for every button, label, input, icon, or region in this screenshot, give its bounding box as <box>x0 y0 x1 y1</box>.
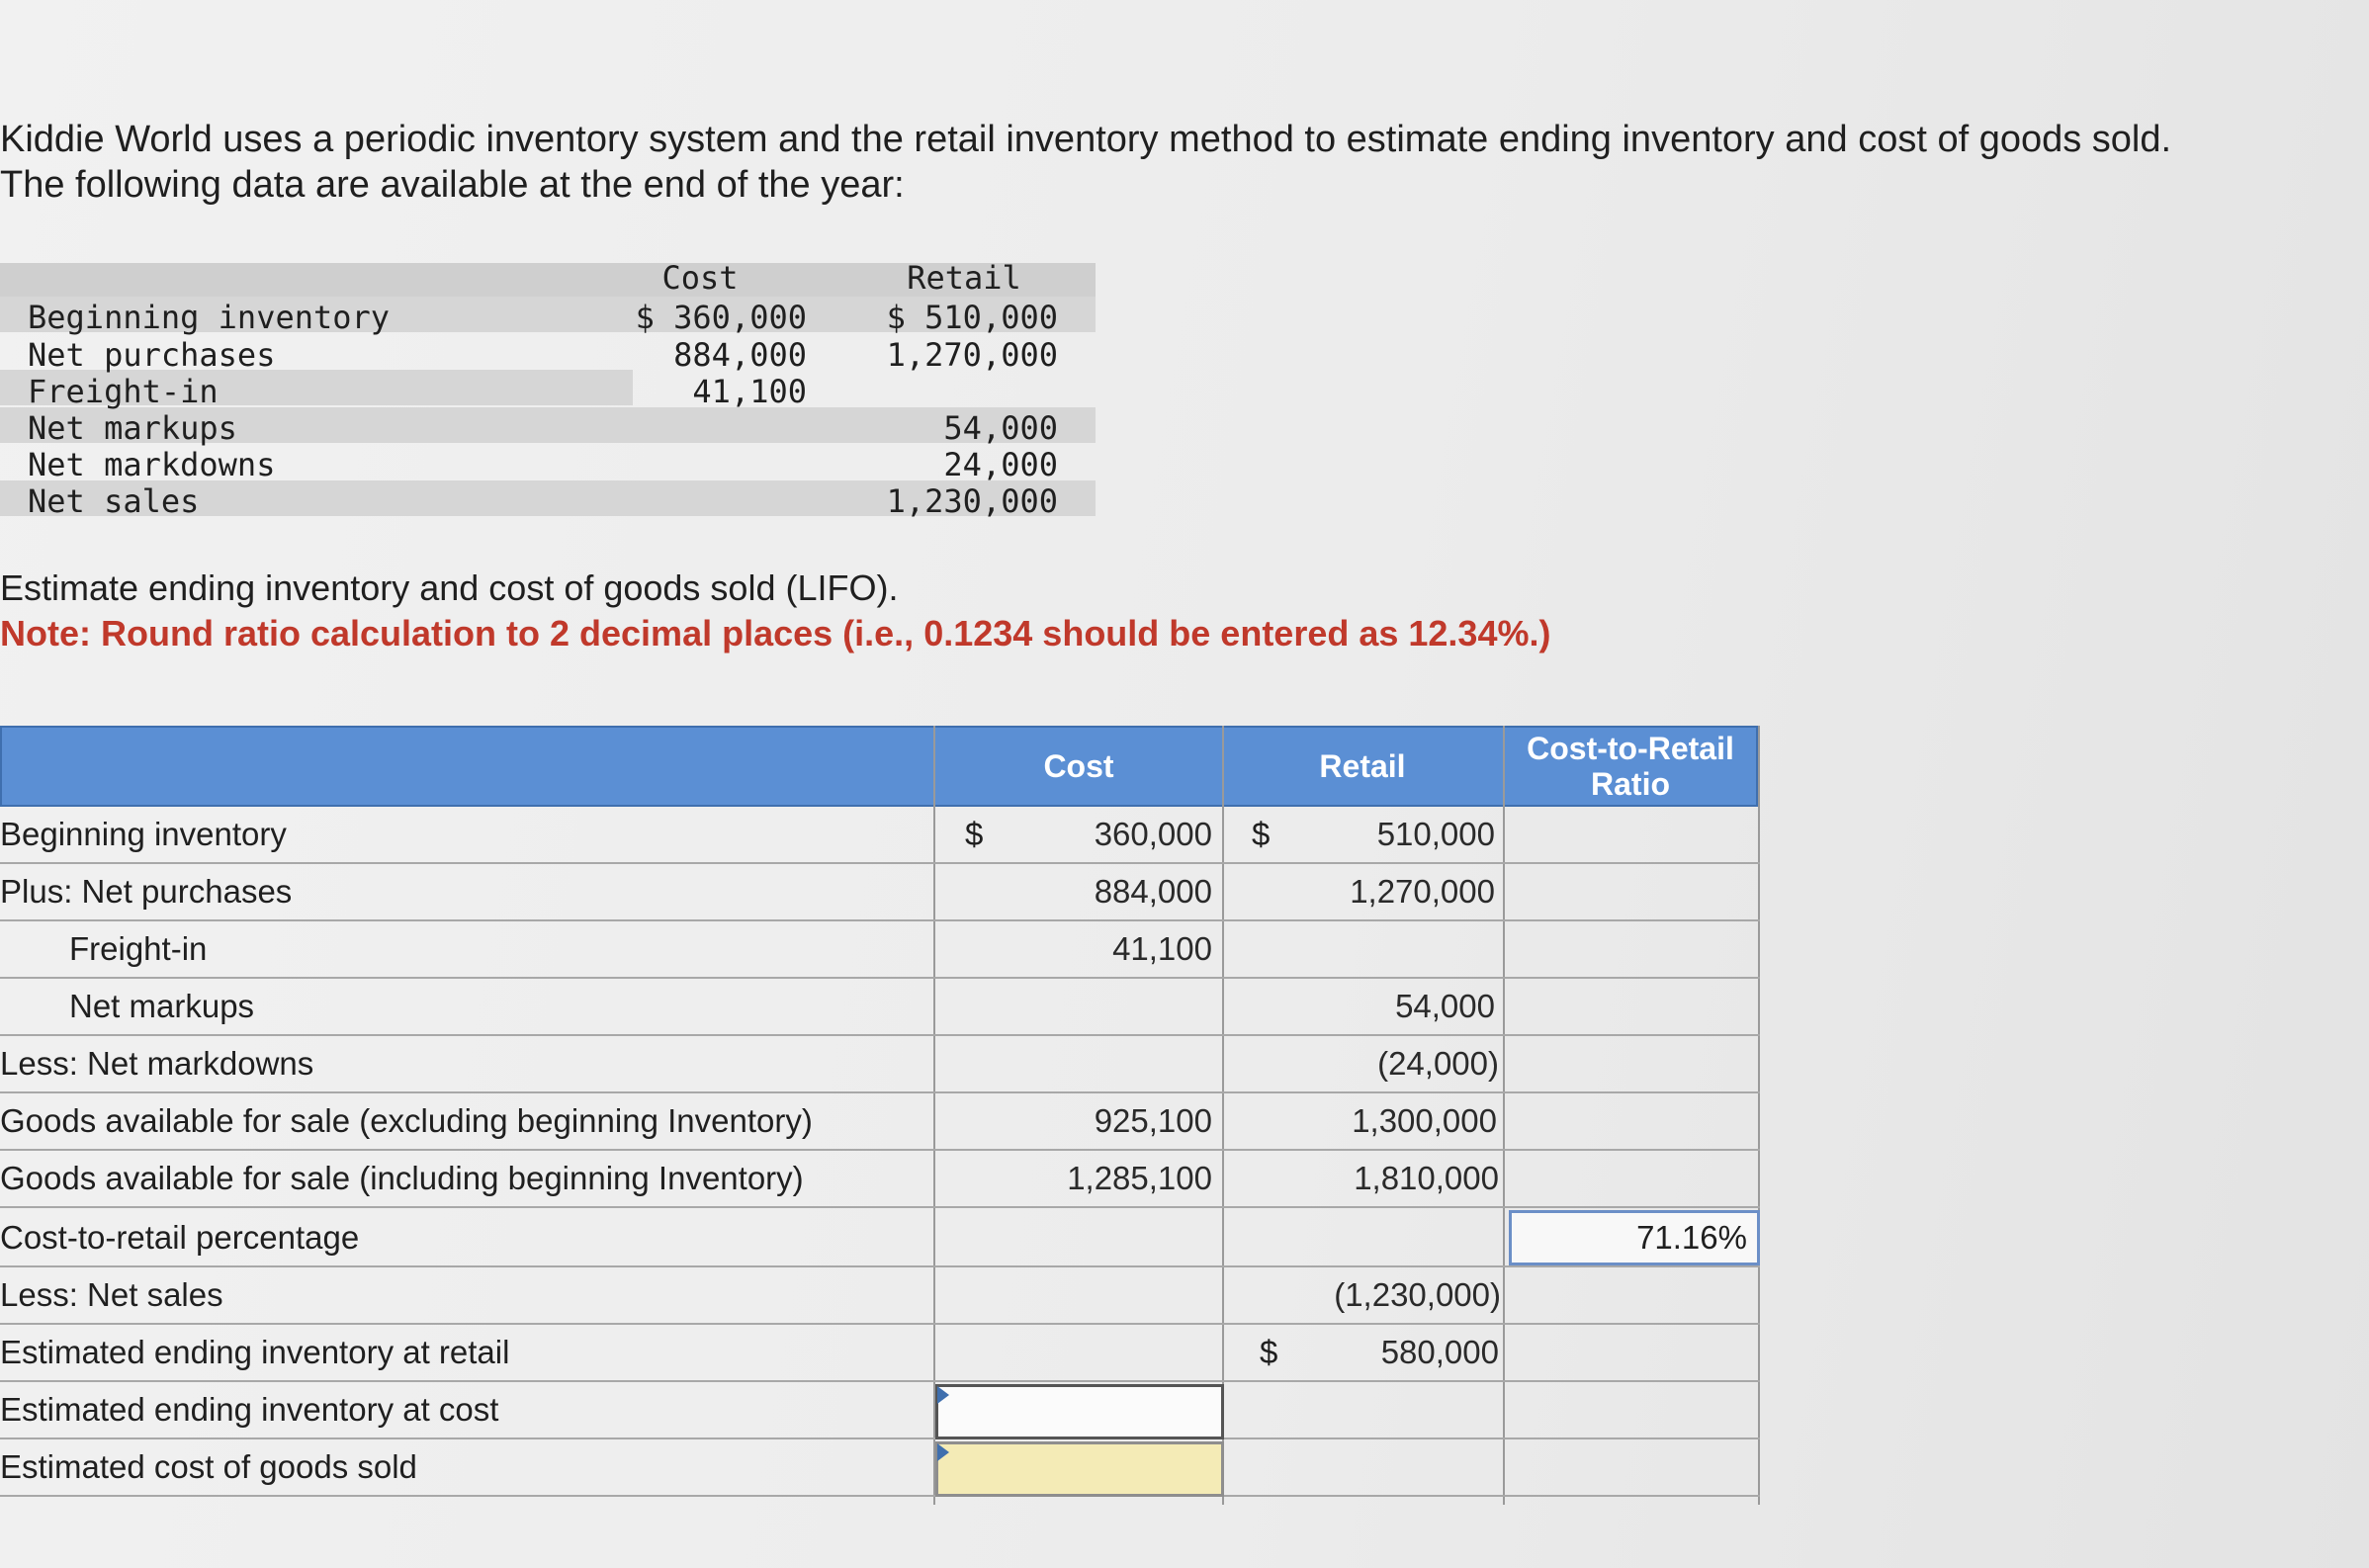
rounding-note: Note: Round ratio calculation to 2 decimal places (i.e., 0.1234 should be entered as 12.34%.) <box>0 613 1551 653</box>
retail-cell[interactable]: 1,810,000 <box>1354 1160 1499 1196</box>
intro-line-2: The following data are available at the end of the year: <box>0 164 905 206</box>
table-row <box>0 807 1760 864</box>
given-label: Net markups <box>28 409 237 447</box>
row-label: Goods available for sale (excluding beginning Inventory) <box>0 1102 813 1139</box>
ending-inventory-cost-input[interactable] <box>935 1384 1224 1439</box>
retail-cell[interactable]: 1,300,000 <box>1352 1102 1497 1139</box>
given-label: Net markdowns <box>28 446 276 483</box>
row-label: Less: Net markdowns <box>0 1045 314 1082</box>
given-label: Net sales <box>28 482 200 520</box>
cost-cell[interactable]: 884,000 <box>1094 873 1212 910</box>
input-marker-icon <box>937 1443 949 1461</box>
row-label: Plus: Net purchases <box>0 873 293 910</box>
cost-cell[interactable]: 1,285,100 <box>1067 1160 1212 1196</box>
table-row <box>0 864 1760 921</box>
header-ratio <box>1503 726 1758 807</box>
cost-cell[interactable]: 360,000 <box>1094 816 1212 852</box>
intro-line-1: Kiddie World uses a periodic inventory system and the retail inventory method to estimate ending inventory and cost of goods sold. <box>0 119 2172 160</box>
instructions <box>0 566 1550 656</box>
given-cost: 884,000 <box>673 336 807 374</box>
row-label: Cost-to-retail percentage <box>0 1219 360 1256</box>
given-data-table <box>0 259 1097 526</box>
ratio-input[interactable]: 71.16% <box>1509 1210 1760 1265</box>
row-label: Net markups <box>69 988 255 1024</box>
table-row <box>0 921 1760 979</box>
row-label: Less: Net sales <box>0 1276 223 1313</box>
retail-cell[interactable]: (24,000) <box>1377 1045 1499 1082</box>
header-ratio-line2: Ratio <box>1591 766 1670 802</box>
row-label: Freight-in <box>69 930 208 967</box>
row-label: Estimated ending inventory at cost <box>0 1391 499 1428</box>
dollar-sign: $ <box>1260 1334 1278 1370</box>
row-label: Goods available for sale (including beginning Inventory) <box>0 1160 804 1196</box>
task-text: Estimate ending inventory and cost of goods sold (LIFO). <box>0 567 899 608</box>
header-cost: Cost <box>1043 748 1114 784</box>
table-row <box>0 1382 1760 1439</box>
row-label: Estimated cost of goods sold <box>0 1448 417 1485</box>
dollar-sign: $ <box>965 816 984 852</box>
given-cost: $ 360,000 <box>635 299 807 336</box>
row-label: Beginning inventory <box>0 816 287 852</box>
given-retail: 24,000 <box>943 446 1058 483</box>
cost-cell[interactable]: 925,100 <box>1094 1102 1212 1139</box>
table-row <box>0 1267 1760 1325</box>
table-row <box>0 1208 1760 1267</box>
table-row <box>0 1325 1760 1382</box>
row-label: Estimated ending inventory at retail <box>0 1334 510 1370</box>
table-row <box>0 1036 1760 1093</box>
retail-cell[interactable]: 54,000 <box>1395 988 1495 1024</box>
dollar-sign: $ <box>1252 816 1271 852</box>
given-header-cost: Cost <box>661 259 739 297</box>
table-row <box>0 1439 1760 1497</box>
cost-of-goods-sold-input[interactable] <box>935 1441 1224 1497</box>
table-row <box>0 979 1760 1036</box>
given-retail: 1,270,000 <box>886 336 1058 374</box>
given-label: Beginning inventory <box>28 299 391 336</box>
worksheet-table <box>0 726 1760 1507</box>
given-retail: 1,230,000 <box>886 482 1058 520</box>
retail-cell[interactable]: 510,000 <box>1376 816 1495 852</box>
retail-cell[interactable]: (1,230,000) <box>1334 1276 1501 1313</box>
cost-cell[interactable]: 41,100 <box>1112 930 1212 967</box>
given-label: Freight-in <box>28 373 219 410</box>
given-label: Net purchases <box>28 336 276 374</box>
table-row <box>0 1151 1760 1208</box>
retail-cell[interactable]: 580,000 <box>1380 1334 1499 1370</box>
input-marker-icon <box>937 1386 949 1404</box>
table-row <box>0 1093 1760 1151</box>
given-retail: $ 510,000 <box>886 299 1058 336</box>
given-header-retail: Retail <box>907 259 1021 297</box>
header-ratio-line1: Cost-to-Retail <box>1527 731 1734 766</box>
given-retail: 54,000 <box>943 409 1058 447</box>
retail-cell[interactable]: 1,270,000 <box>1350 873 1495 910</box>
header-retail: Retail <box>1319 748 1406 784</box>
problem-intro <box>0 117 2171 208</box>
given-cost: 41,100 <box>692 373 807 410</box>
